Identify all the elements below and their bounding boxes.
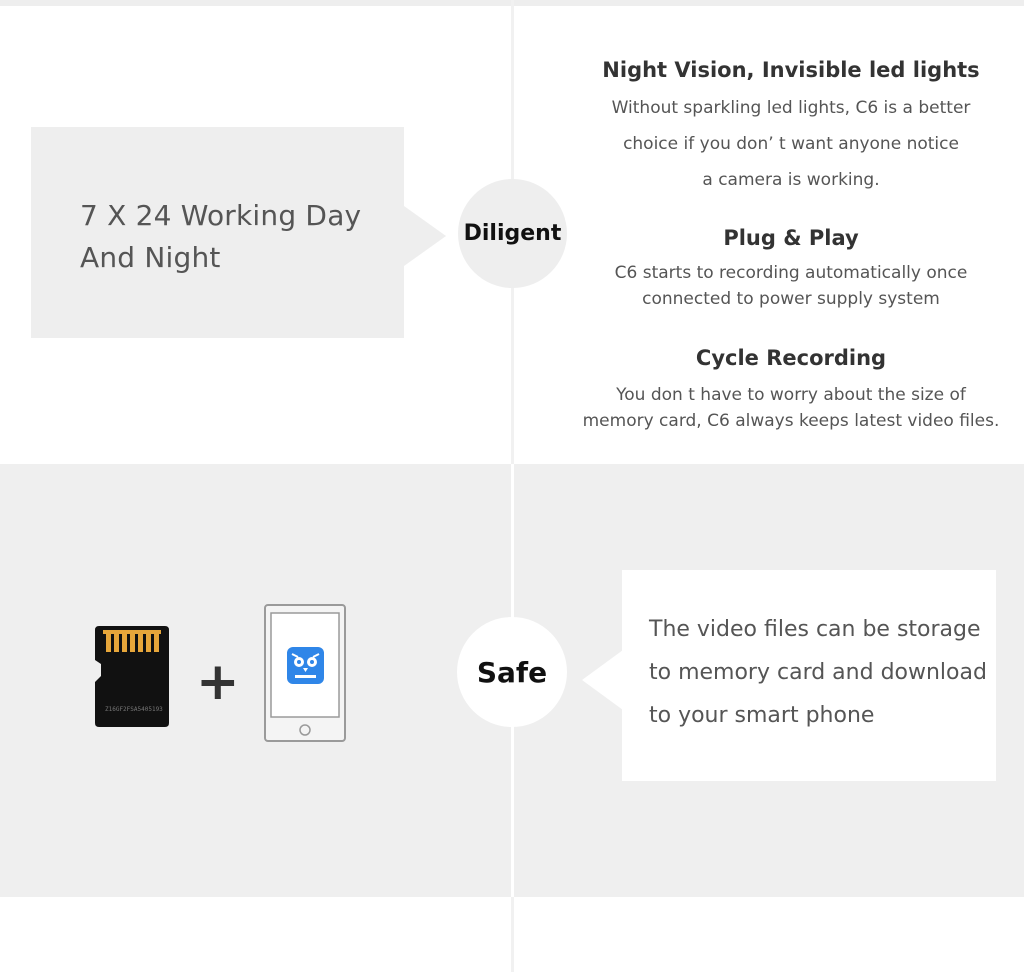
bubble-line-2: And Night xyxy=(80,241,221,274)
feature-desc-line: Without sparkling led lights, C6 is a better xyxy=(611,98,971,118)
diligent-badge xyxy=(458,179,567,288)
app-owl-icon xyxy=(287,647,324,684)
bubble-tail xyxy=(404,206,446,266)
feature-desc-line: memory card, C6 always keeps latest video files. xyxy=(582,411,1000,431)
bubble-line-3: to your smart phone xyxy=(649,703,875,728)
bubble-line-1: 7 X 24 Working Day xyxy=(80,199,362,232)
feature-title: Night Vision, Invisible led lights xyxy=(602,58,980,82)
badge-label: Safe xyxy=(476,655,548,689)
feature-desc-line: connected to power supply system xyxy=(642,289,940,309)
safe-badge xyxy=(457,617,567,727)
smartphone-icon xyxy=(264,604,346,742)
feature-cycle-recording xyxy=(566,342,1016,434)
feature-title: Cycle Recording xyxy=(695,346,887,370)
feature-desc-line: choice if you don’ t want anyone notice xyxy=(623,134,959,154)
feature-desc-line: a camera is working. xyxy=(702,170,880,190)
working-hours-text xyxy=(80,195,390,279)
sd-card-code: Z16GF2FSA5405193 xyxy=(105,706,163,713)
feature-desc-line: C6 starts to recording automatically once xyxy=(614,263,968,283)
feature-title: Plug & Play xyxy=(723,226,859,250)
micro-sd-card-icon xyxy=(95,626,169,727)
feature-desc-line: You don t have to worry about the size of xyxy=(616,385,966,405)
feature-plug-play xyxy=(566,222,1016,312)
badge-label: Diligent xyxy=(463,221,562,246)
bubble-line-2: to memory card and download xyxy=(649,660,987,685)
feature-night-vision xyxy=(566,54,1016,198)
storage-text xyxy=(649,608,989,737)
bubble-tail xyxy=(582,650,623,710)
bubble-line-1: The video files can be storage xyxy=(649,617,981,642)
plus-symbol: + xyxy=(196,652,240,712)
center-divider-bottom xyxy=(511,897,514,972)
